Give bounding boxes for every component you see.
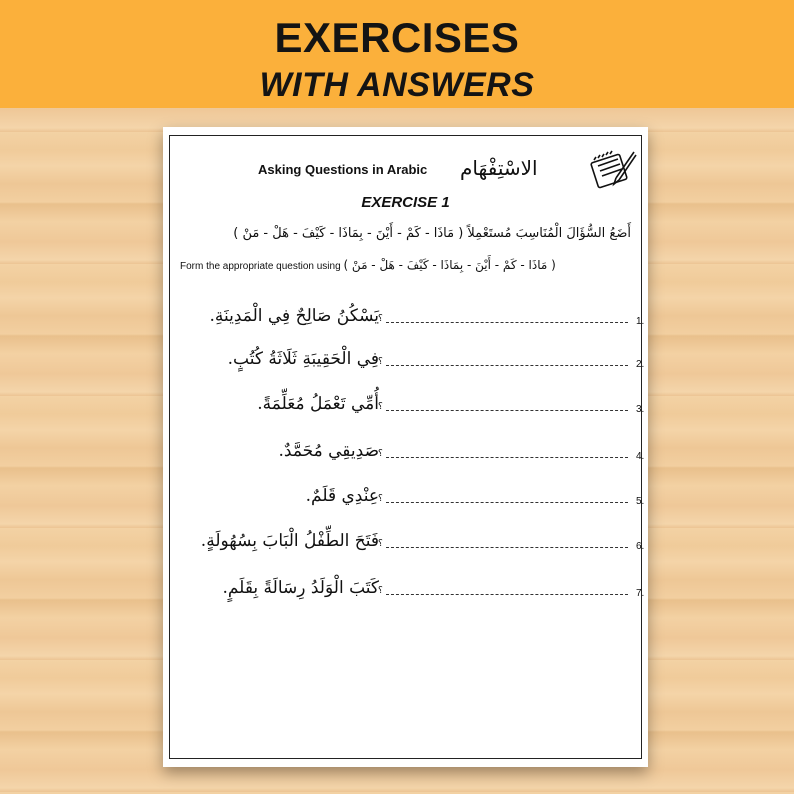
question-mark: ؟ xyxy=(378,357,383,367)
instruction-arabic: أَضَعُ السُّؤَالَ الْمُنَاسِبَ مُستَعْمِلاً ( مَاذَا - كَمْ - أَيْنَ - بِمَاذَا - كَيْفَ - هَلْ - مَنْ ) xyxy=(233,226,631,241)
exercise-item xyxy=(170,441,655,481)
exercise-item xyxy=(170,349,655,389)
answer-blank[interactable] xyxy=(386,547,628,548)
answer-blank[interactable] xyxy=(386,365,628,366)
item-number: 1. xyxy=(636,316,645,327)
item-sentence: فَتَحَ الطِّفْلُ الْبَابَ بِسُهُولَةٍ. xyxy=(200,531,379,551)
answer-blank[interactable] xyxy=(386,502,628,503)
heading-english: Asking Questions in Arabic xyxy=(258,162,428,177)
banner-title: EXERCISES xyxy=(274,14,520,61)
exercise-item xyxy=(170,578,655,618)
item-number: 7. xyxy=(636,588,645,599)
exercise-item xyxy=(170,486,655,526)
item-sentence: كَتَبَ الْوَلَدُ رِسَالَةً بِقَلَمٍ. xyxy=(222,578,379,598)
banner xyxy=(0,0,794,108)
answer-blank[interactable] xyxy=(386,594,628,595)
item-sentence: صَدِيقِي مُحَمَّدٌ. xyxy=(278,441,379,461)
banner-subtitle: WITH ANSWERS xyxy=(259,66,535,104)
instruction-question-words: ( مَاذَا - كَمْ - أَيْنَ - بِمَاذَا - كَيْفَ - هَلْ - مَنْ ) xyxy=(343,258,556,272)
instruction-english xyxy=(180,258,556,272)
answer-blank[interactable] xyxy=(386,410,628,411)
question-mark: ؟ xyxy=(378,402,383,412)
exercise-title: EXERCISE 1 xyxy=(361,194,450,211)
item-number: 5. xyxy=(636,496,645,507)
worksheet-frame xyxy=(169,135,645,759)
item-sentence: أُمِّي تَعْمَلُ مُعَلِّمَةً. xyxy=(257,394,379,414)
instruction-english-text: Form the appropriate question using xyxy=(180,261,341,272)
heading-arabic: الاسْتِفْهَام xyxy=(460,156,538,180)
item-sentence: عِنْدِي قَلَمٌ. xyxy=(305,486,379,506)
notebook-pencil-icon xyxy=(588,148,638,190)
item-sentence: يَسْكُنُ صَالِحٌ فِي الْمَدِينَةِ. xyxy=(209,306,379,326)
exercise-item xyxy=(170,394,655,434)
question-mark: ؟ xyxy=(378,314,383,324)
answer-blank[interactable] xyxy=(386,322,628,323)
exercise-item xyxy=(170,531,655,571)
question-mark: ؟ xyxy=(378,449,383,459)
item-number: 3. xyxy=(636,404,645,415)
worksheet-page xyxy=(163,127,648,767)
answer-blank[interactable] xyxy=(386,457,628,458)
item-number: 4. xyxy=(636,451,645,462)
question-mark: ؟ xyxy=(378,494,383,504)
item-sentence: فِي الْحَقِيبَةِ ثَلَاثَةُ كُتُبٍ. xyxy=(227,349,379,369)
question-mark: ؟ xyxy=(378,539,383,549)
item-number: 6. xyxy=(636,541,645,552)
item-number: 2. xyxy=(636,359,645,370)
exercise-item xyxy=(170,306,655,346)
question-mark: ؟ xyxy=(378,586,383,596)
